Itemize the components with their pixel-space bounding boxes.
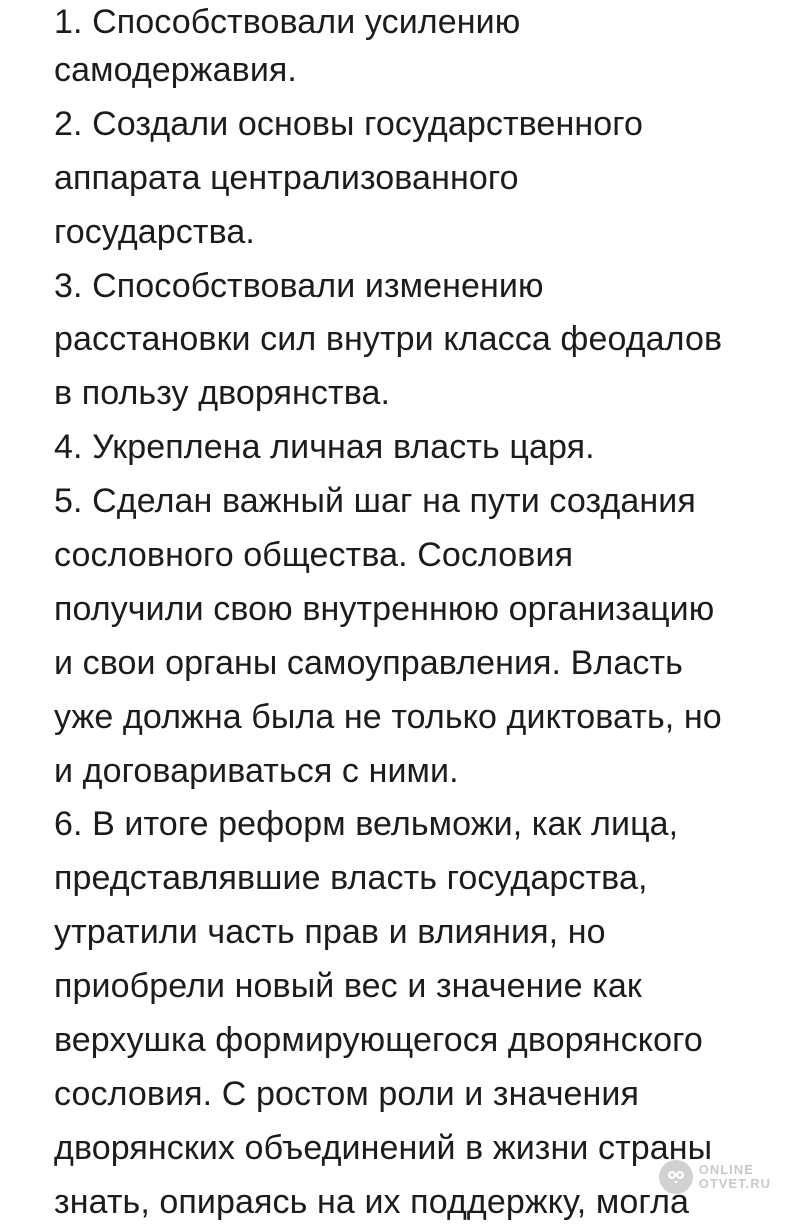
watermark bbox=[659, 1160, 771, 1194]
watermark-line-2: OTVET.RU bbox=[698, 1176, 771, 1191]
owl-logo-icon bbox=[659, 1160, 693, 1194]
watermark-text bbox=[699, 1163, 771, 1191]
text-line: и договариваться с ними. bbox=[54, 751, 459, 790]
text-line: уже должна была не только диктовать, но bbox=[54, 697, 722, 736]
text-line: дворянских объединений в жизни страны bbox=[54, 1128, 713, 1167]
text-line: 2. Создали основы государственного bbox=[54, 104, 643, 143]
text-line: 1. Способствовали усилению bbox=[54, 3, 521, 41]
text-line: 4. Укреплена личная власть царя. bbox=[54, 428, 595, 467]
text-line: сословного общества. Сословия bbox=[54, 536, 574, 575]
text-line: знать, опираясь на их поддержку, могла bbox=[54, 1182, 690, 1221]
text-line: верхушка формирующегося дворянского bbox=[54, 1021, 703, 1060]
text-line: 3. Способствовали изменению bbox=[54, 266, 544, 305]
text-line: и свои органы самоуправления. Власть bbox=[54, 643, 683, 682]
text-line: получили свою внутреннюю организацию bbox=[54, 589, 715, 628]
text-line: 6. В итоге реформ вельможи, как лица, bbox=[54, 805, 679, 844]
text-line: государства. bbox=[54, 212, 255, 251]
text-line: самодержавия. bbox=[54, 51, 297, 89]
text-line: представлявшие власть государства, bbox=[54, 859, 648, 898]
text-line: сословия. С ростом роли и значения bbox=[54, 1074, 640, 1113]
text-line: в пользу дворянства. bbox=[54, 374, 391, 413]
text-line: расстановки сил внутри класса феодалов bbox=[54, 320, 723, 359]
text-line: аппарата централизованного bbox=[54, 158, 519, 197]
text-line: приобрели новый вес и значение как bbox=[54, 967, 642, 1006]
watermark-line-1: ONLINE bbox=[698, 1162, 754, 1177]
text-line: утратили часть прав и влияния, но bbox=[54, 913, 606, 952]
document-body bbox=[54, 0, 779, 1230]
text-line: 5. Сделан важный шаг на пути создания bbox=[54, 482, 696, 521]
